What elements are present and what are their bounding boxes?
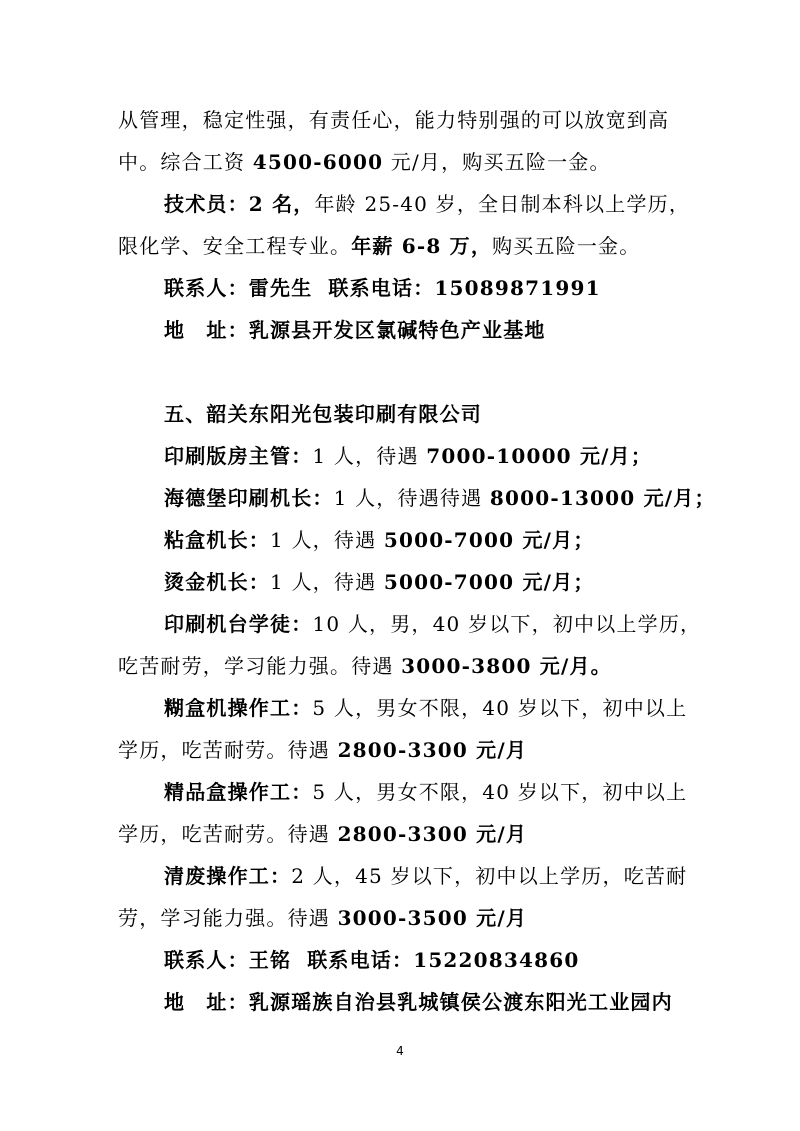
body-text: 5 人，男女不限，40 岁以下，初中以上 xyxy=(312,780,688,804)
phone-number: 15089871991 xyxy=(434,276,601,300)
body-text: 1 人，待遇 xyxy=(312,444,427,468)
job-line xyxy=(164,482,716,514)
body-text: 元/月，购买五险一金。 xyxy=(383,150,611,174)
body-text: 2 人，45 岁以下，初中以上学历，吃苦耐 xyxy=(291,864,688,888)
job-title: 海德堡印刷机长： xyxy=(164,486,334,510)
body-text: 元/月； xyxy=(635,486,716,510)
body-text: 学历，吃苦耐劳。待遇 xyxy=(118,822,338,846)
contact-name: 联系人：雷先生 xyxy=(164,276,313,300)
job-title: 糊盒机操作工： xyxy=(164,696,313,720)
body-text: 吃苦耐劳，学习能力强。待遇 xyxy=(118,654,402,678)
job-line xyxy=(164,566,684,598)
body-text: 学历，吃苦耐劳。待遇 xyxy=(118,738,338,762)
body-text: 元/月 xyxy=(468,906,528,930)
address-label: 地 址： xyxy=(164,318,249,342)
job-line xyxy=(164,440,684,472)
salary-value: 5000-7000 xyxy=(383,528,515,552)
contact-line xyxy=(164,944,684,976)
body-text: 中。综合工资 xyxy=(118,150,253,174)
salary-value: 5000-7000 xyxy=(383,570,515,594)
address-value: 乳源瑶族自治县乳城镇侯公渡东阳光工业园内 xyxy=(248,990,673,1014)
body-text: 元/月。 xyxy=(531,654,612,678)
phone-number: 15220834860 xyxy=(413,948,580,972)
job-title: 印刷机台学徒： xyxy=(164,612,313,636)
job-apprentice-line2 xyxy=(118,650,684,682)
body-text: 10 人，男，40 岁以下，初中以上学历， xyxy=(312,612,702,636)
body-text: 元/月； xyxy=(571,444,653,468)
body-text: 1 人，待遇 xyxy=(270,570,384,594)
salary-value: 8000-13000 xyxy=(489,486,636,510)
body-text: 限化学、安全工程专业。 xyxy=(118,234,352,258)
job-stripper-line1 xyxy=(164,860,688,892)
job-line xyxy=(164,524,684,556)
body-text: 1 人，待遇 xyxy=(270,528,384,552)
address-line xyxy=(164,986,684,1018)
company-name: 五、韶关东阳光包装印刷有限公司 xyxy=(164,402,482,426)
phone-label: 联系电话： xyxy=(328,276,435,300)
contact-line xyxy=(164,272,684,304)
body-text: 劳，学习能力强。待遇 xyxy=(118,906,338,930)
job-title: 技术员：2 名， xyxy=(164,192,315,216)
body-text: 1 人，待遇待遇 xyxy=(333,486,490,510)
job-stripper-line2 xyxy=(118,902,684,934)
page-number: 4 xyxy=(396,1044,404,1058)
body-text: 元/月 xyxy=(468,822,528,846)
paragraph-line xyxy=(118,146,684,178)
salary-value: 3000-3500 xyxy=(337,906,468,930)
job-boxer-line1 xyxy=(164,776,688,808)
job-gluer-line1 xyxy=(164,692,688,724)
job-gluer-line2 xyxy=(118,734,684,766)
body-text: 元/月； xyxy=(514,528,595,552)
body-text: 年龄 25-40 岁，全日制本科以上学历， xyxy=(314,192,691,216)
address-value: 乳源县开发区氯碱特色产业基地 xyxy=(248,318,546,342)
job-tech-line1 xyxy=(164,188,691,220)
salary-value: 年薪 6-8 万， xyxy=(351,234,493,258)
paragraph-line xyxy=(118,104,684,136)
body-text: 元/月 xyxy=(468,738,528,762)
body-text: 从管理，稳定性强，有责任心，能力特别强的可以放宽到高 xyxy=(118,108,670,132)
job-title: 清废操作工： xyxy=(164,864,292,888)
salary-value: 2800-3300 xyxy=(337,738,468,762)
address-line xyxy=(164,314,684,346)
body-text: 5 人，男女不限，40 岁以下，初中以上 xyxy=(312,696,688,720)
job-apprentice-line1 xyxy=(164,608,702,640)
job-title: 精品盒操作工： xyxy=(164,780,313,804)
body-text: 元/月； xyxy=(514,570,595,594)
salary-value: 7000-10000 xyxy=(426,444,572,468)
body-text: 购买五险一金。 xyxy=(492,234,641,258)
job-title: 印刷版房主管： xyxy=(164,444,313,468)
job-title: 粘盒机长： xyxy=(164,528,270,552)
address-label: 地 址： xyxy=(164,990,249,1014)
job-tech-line2 xyxy=(118,230,684,262)
salary-value: 4500-6000 xyxy=(252,150,384,174)
salary-value: 3000-3800 xyxy=(401,654,532,678)
section-heading xyxy=(164,398,684,430)
job-boxer-line2 xyxy=(118,818,684,850)
job-title: 烫金机长： xyxy=(164,570,270,594)
phone-label: 联系电话： xyxy=(307,948,414,972)
salary-value: 2800-3300 xyxy=(337,822,468,846)
contact-name: 联系人：王铭 xyxy=(164,948,292,972)
